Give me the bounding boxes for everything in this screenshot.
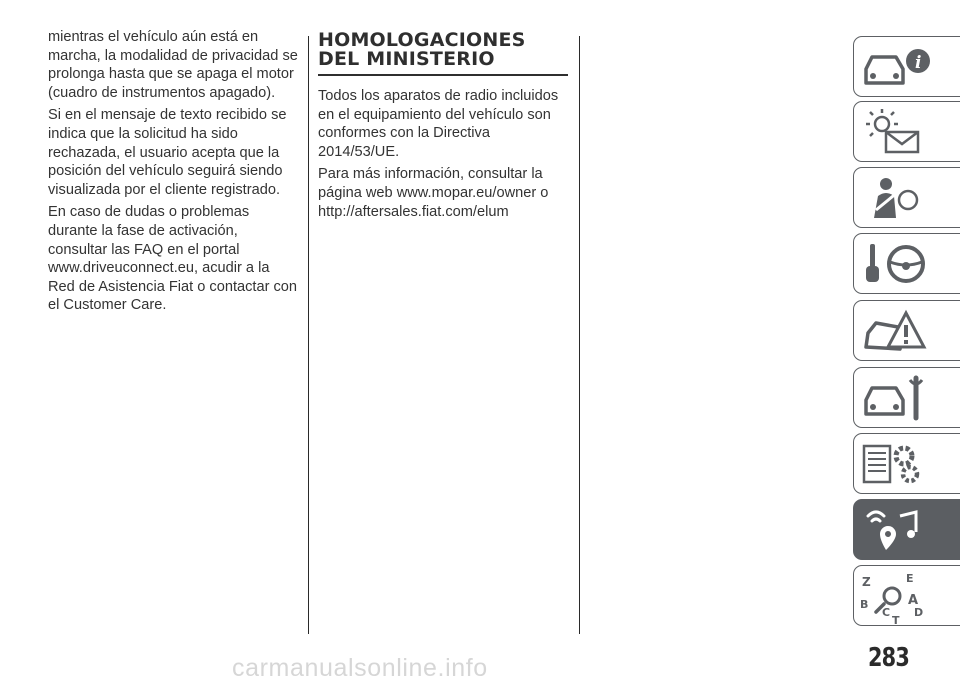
column-divider [308,36,309,634]
seatbelt-airbag-icon [856,170,960,226]
paragraph: En caso de dudas o problemas durante la fase de activación, consultar las FAQ en el portal www.driveuconnect.eu, acudir a la Red de Asistencia Fiat o contactar con el Customer Care. [48,204,298,314]
car-info-icon [856,39,960,95]
svg-text:A: A [908,593,919,608]
technical-data-icon [856,436,960,492]
page-number: 283 [868,643,910,673]
left-text-column [48,28,298,319]
tab-warning-lights[interactable] [853,101,960,162]
key-steering-wheel-icon [856,236,960,292]
tab-maintenance[interactable] [853,367,960,428]
paragraph: Si en el mensaje de texto recibido se indica que la solicitud ha sido rechazada, el usuario acepta que la posición del vehículo seguirá siendo visualizada por el cliente registrado. [48,107,287,198]
alphabetical-index-icon [856,568,960,624]
paragraph: Todos los aparatos de radio incluidos en el equipamiento del vehículo son conformes con la Directiva 2014/53/UE. [318,88,559,160]
tab-emergency[interactable] [853,300,960,361]
middle-text-column [318,28,570,225]
svg-text:C: C [882,606,891,619]
car-maintenance-icon [856,370,960,426]
svg-text:D: D [914,606,924,619]
tab-technical-data[interactable] [853,433,960,494]
svg-text:B: B [860,598,869,611]
multimedia-icon [856,502,960,558]
tab-starting-driving[interactable] [853,233,960,294]
svg-text:i: i [915,53,922,73]
svg-text:Z: Z [862,575,871,589]
car-emergency-icon [856,303,960,359]
watermark: carmanualsonline.info [232,654,488,682]
tab-safety[interactable] [853,167,960,228]
tab-car-info[interactable] [853,36,960,97]
paragraph: mientras el vehículo aún está en marcha, la modalidad de privacidad se prolonga hasta que se apaga el motor (cuadro de instrumentos apagado). [48,29,298,101]
heading-underline [318,74,568,76]
svg-text:E: E [906,572,914,585]
heading-line: HOMOLOGACIONES [318,29,526,51]
warning-lights-message-icon [856,104,960,160]
tab-multimedia[interactable] [853,499,960,560]
section-heading [318,31,570,69]
paragraph: Para más información, consultar la página web www.mopar.eu/owner o http://aftersales.fiat.com/elum [318,166,549,220]
tab-index[interactable] [853,565,960,626]
heading-line: DEL MINISTERIO [318,48,495,70]
column-divider [579,36,580,634]
svg-text:T: T [892,614,900,624]
